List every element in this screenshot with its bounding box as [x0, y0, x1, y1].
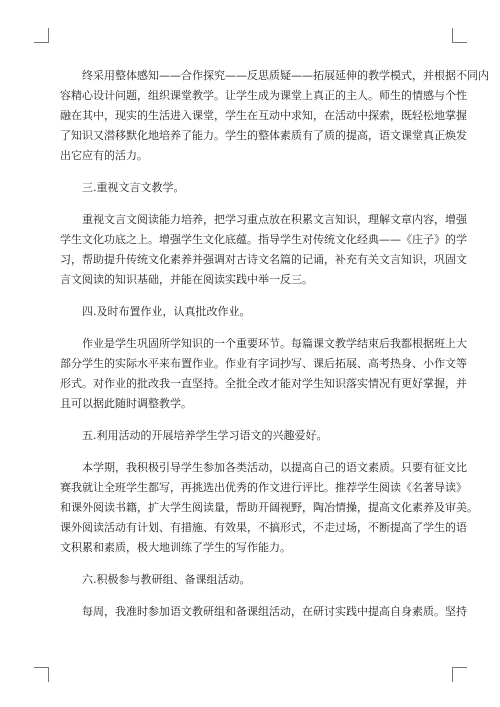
paragraph-gap: [60, 558, 440, 570]
paragraph-gap: [60, 198, 440, 210]
paragraph-line: 学生文化功底之上。增强学生文化底蕴。指导学生对传统文化经典——《庄子》的学: [60, 233, 467, 246]
paragraph-line: 形式。对作业的批改我一直坚持。全批全改才能对学生知识落实情况有更好掌握，并: [60, 377, 467, 390]
section-heading: 五.利用活动的开展培养学生学习语文的兴趣爱好。: [82, 429, 328, 442]
paragraph-gap: [60, 590, 440, 602]
paragraph-line: 融在其中，现实的生活进入课堂，学生在互动中求知，在活动中探索，既轻松地掌握: [60, 109, 467, 122]
paragraph-line: 部分学生的实际水平来布置作业。作业有字词抄写、课后拓展、高考热身、小作文等: [60, 357, 467, 370]
paragraph-line: 本学期，我积极引导学生参加各类活动，以提高自己的语文素质。只要有征文比: [82, 461, 467, 474]
crop-mark-bottom-left: [34, 667, 49, 682]
document-body: [60, 66, 489, 622]
paragraph-gap: [60, 446, 440, 458]
paragraph-line: 出它应有的活力。: [60, 149, 148, 162]
paragraph-line: 作业是学生巩固所学知识的一个重要环节。每篇课文教学结束后我都根据班上大: [82, 337, 467, 350]
section-heading: 四.及时布置作业，认真批改作业。: [82, 305, 251, 318]
paragraph-line: 和课外阅读书籍，扩大学生阅读量，帮助开阔视野，陶冶情操，提高文化素养及审美。: [60, 501, 478, 514]
paragraph-gap: [60, 290, 440, 302]
paragraph-gap: [60, 166, 440, 178]
paragraph-line: 容精心设计问题，组织课堂教学。让学生成为课堂上真正的主人。师生的情感与个性: [60, 89, 467, 102]
paragraph-line: 了知识又潜移默化地培养了能力。学生的整体素质有了质的提高，语文课堂真正焕发: [60, 129, 467, 142]
paragraph-line: 终采用整体感知——合作探究——反思质疑——拓展延伸的教学模式，并根据不同内: [82, 69, 489, 82]
paragraph-line: 文积累和素质，极大地训练了学生的写作能力。: [60, 541, 291, 554]
paragraph-line: 赛我就让全班学生都写，再挑选出优秀的作文进行评比。推荐学生阅读《名著导读》: [60, 481, 467, 494]
paragraph-line: 习，帮助提升传统文化素养并强调对古诗文名篇的记诵，补充有关文言知识，巩固文: [60, 253, 467, 266]
paragraph-line: 重视文言文阅读能力培养，把学习重点放在积累文言知识，理解文章内容，增强: [82, 213, 467, 226]
section-heading: 三.重视文言文教学。: [82, 181, 185, 194]
paragraph-line: 言文阅读的知识基础，并能在阅读实践中举一反三。: [60, 273, 313, 286]
paragraph-line: 每周，我准时参加语文教研组和备课组活动，在研讨实践中提高自身素质。坚持: [82, 605, 467, 618]
crop-mark-top-left: [34, 28, 49, 43]
section-heading: 六.积极参与教研组、备课组活动。: [82, 573, 251, 586]
paragraph-gap: [60, 322, 440, 334]
paragraph-line: 课外阅读活动有计划、有措施、有效果，不搞形式，不走过场，不断提高了学生的语: [60, 521, 467, 534]
paragraph-gap: [60, 414, 440, 426]
crop-mark-bottom-right: [452, 667, 467, 682]
paragraph-line: 且可以据此随时调整教学。: [60, 397, 192, 410]
crop-mark-top-right: [452, 28, 467, 43]
